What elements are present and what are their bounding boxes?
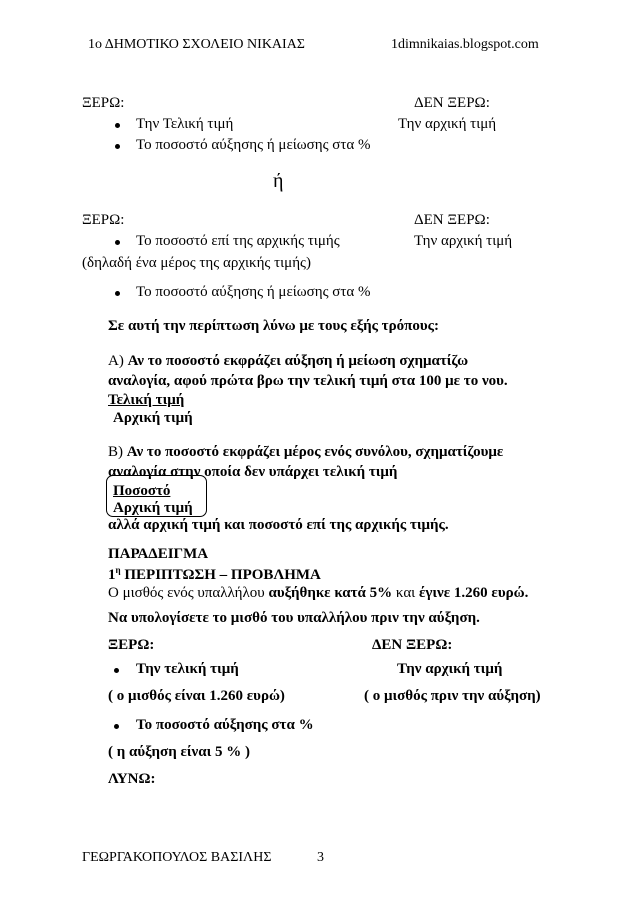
example-dont-know-item: Την αρχική τιμή	[397, 661, 503, 677]
method-a-text: Αν το ποσοστό εκφράζει αύξηση ή μείωση σχηματίζω	[127, 353, 469, 369]
example-case-sup: η	[115, 565, 121, 575]
bullet-icon	[115, 123, 120, 128]
method-b-fraction-bottom: Αρχική τιμή	[113, 500, 193, 516]
problem-d: έγινε 1.260 ευρώ.	[418, 585, 529, 601]
example-dont-know-label: ΔΕΝ ΞΕΡΩ:	[372, 637, 453, 653]
example-know-label: ΞΕΡΩ:	[108, 637, 155, 653]
case1-dont-know-label: ΔΕΝ ΞΕΡΩ:	[414, 95, 490, 111]
method-b-line3: αλλά αρχική τιμή και ποσοστό επί της αρχικής τιμής.	[108, 517, 449, 533]
example-case-num: 1	[108, 567, 116, 583]
bullet-icon	[114, 668, 119, 673]
method-a-fraction-bottom: Αρχική τιμή	[113, 410, 193, 426]
case1-know-item: Την Τελική τιμή	[136, 116, 234, 132]
example-title: ΠΑΡΑΔΕΙΓΜΑ	[108, 546, 209, 562]
bullet-icon	[115, 144, 120, 149]
case1-dont-know-item: Την αρχική τιμή	[398, 116, 497, 132]
problem-a: Ο μισθός ενός υπαλλήλου	[108, 585, 265, 601]
example-know-note1: ( ο μισθός είναι 1.260 ευρώ)	[108, 688, 285, 704]
example-dont-know-note: ( ο μισθός πριν την αύξηση)	[364, 688, 541, 704]
example-question: Να υπολογίσετε το μισθό του υπαλλήλου πριν την αύξηση.	[108, 610, 480, 626]
footer-page-number: 3	[317, 850, 324, 865]
case2-know-label: ΞΕΡΩ:	[82, 212, 125, 228]
problem-c: και	[395, 585, 416, 601]
case2-dont-know-item: Την αρχική τιμή	[414, 233, 513, 249]
case2-know-note: (δηλαδή ένα μέρος της αρχικής τιμής)	[82, 255, 311, 271]
methods-intro: Σε αυτή την περίπτωση λύνω με τους εξής τρόπους:	[108, 318, 439, 334]
header-school: 1ο ΔΗΜΟΤΙΚΟ ΣΧΟΛΕΙΟ ΝΙΚΑΙΑΣ	[88, 37, 305, 52]
example-problem	[108, 586, 528, 601]
footer-author: ΓΕΩΡΓΑΚΟΠΟΥΛΟΣ ΒΑΣΙΛΗΣ	[82, 850, 272, 865]
example-know-note2: ( η αύξηση είναι 5 % )	[108, 744, 251, 760]
method-a-line2: αναλογία, αφού πρώτα βρω την τελική τιμή στα 100 με το νου.	[108, 373, 508, 389]
example-know-item2: Το ποσοστό αύξησης στα %	[136, 717, 314, 733]
method-a-letter: Α)	[108, 353, 124, 369]
case1-know-label: ΞΕΡΩ:	[82, 95, 125, 111]
header-blog: 1dimnikaias.blogspot.com	[391, 37, 539, 52]
method-b-letter: Β)	[108, 444, 123, 460]
method-b-line1	[108, 445, 503, 460]
case2-know-item2: Το ποσοστό αύξησης ή μείωσης στα %	[136, 284, 371, 300]
bullet-icon	[114, 724, 119, 729]
example-case-text: ΠΕΡΙΠΤΩΣΗ – ΠΡΟΒΛΗΜΑ	[124, 567, 321, 583]
method-a-fraction-top: Τελική τιμή	[108, 392, 185, 408]
case2-dont-know-label: ΔΕΝ ΞΕΡΩ:	[414, 212, 490, 228]
method-a-line1	[108, 354, 468, 369]
example-solve-label: ΛΥΝΩ:	[108, 771, 156, 787]
method-b-line2: αναλογία στην οποία δεν υπάρχει τελική τιμή	[108, 464, 398, 480]
problem-b: αυξήθηκε κατά 5%	[268, 585, 393, 601]
bullet-icon	[115, 240, 120, 245]
method-b-text: Αν το ποσοστό εκφράζει μέρος ενός συνόλου, σχηματίζουμε	[126, 444, 504, 460]
method-b-fraction-top: Ποσοστό	[113, 483, 171, 499]
case1-know-item: Το ποσοστό αύξησης ή μείωσης στα %	[136, 137, 371, 153]
or-word: ή	[273, 170, 284, 192]
example-case-title	[108, 566, 321, 583]
bullet-icon	[115, 291, 120, 296]
example-know-item1: Την τελική τιμή	[136, 661, 239, 677]
case2-know-item1: Το ποσοστό επί της αρχικής τιμής	[136, 233, 340, 249]
